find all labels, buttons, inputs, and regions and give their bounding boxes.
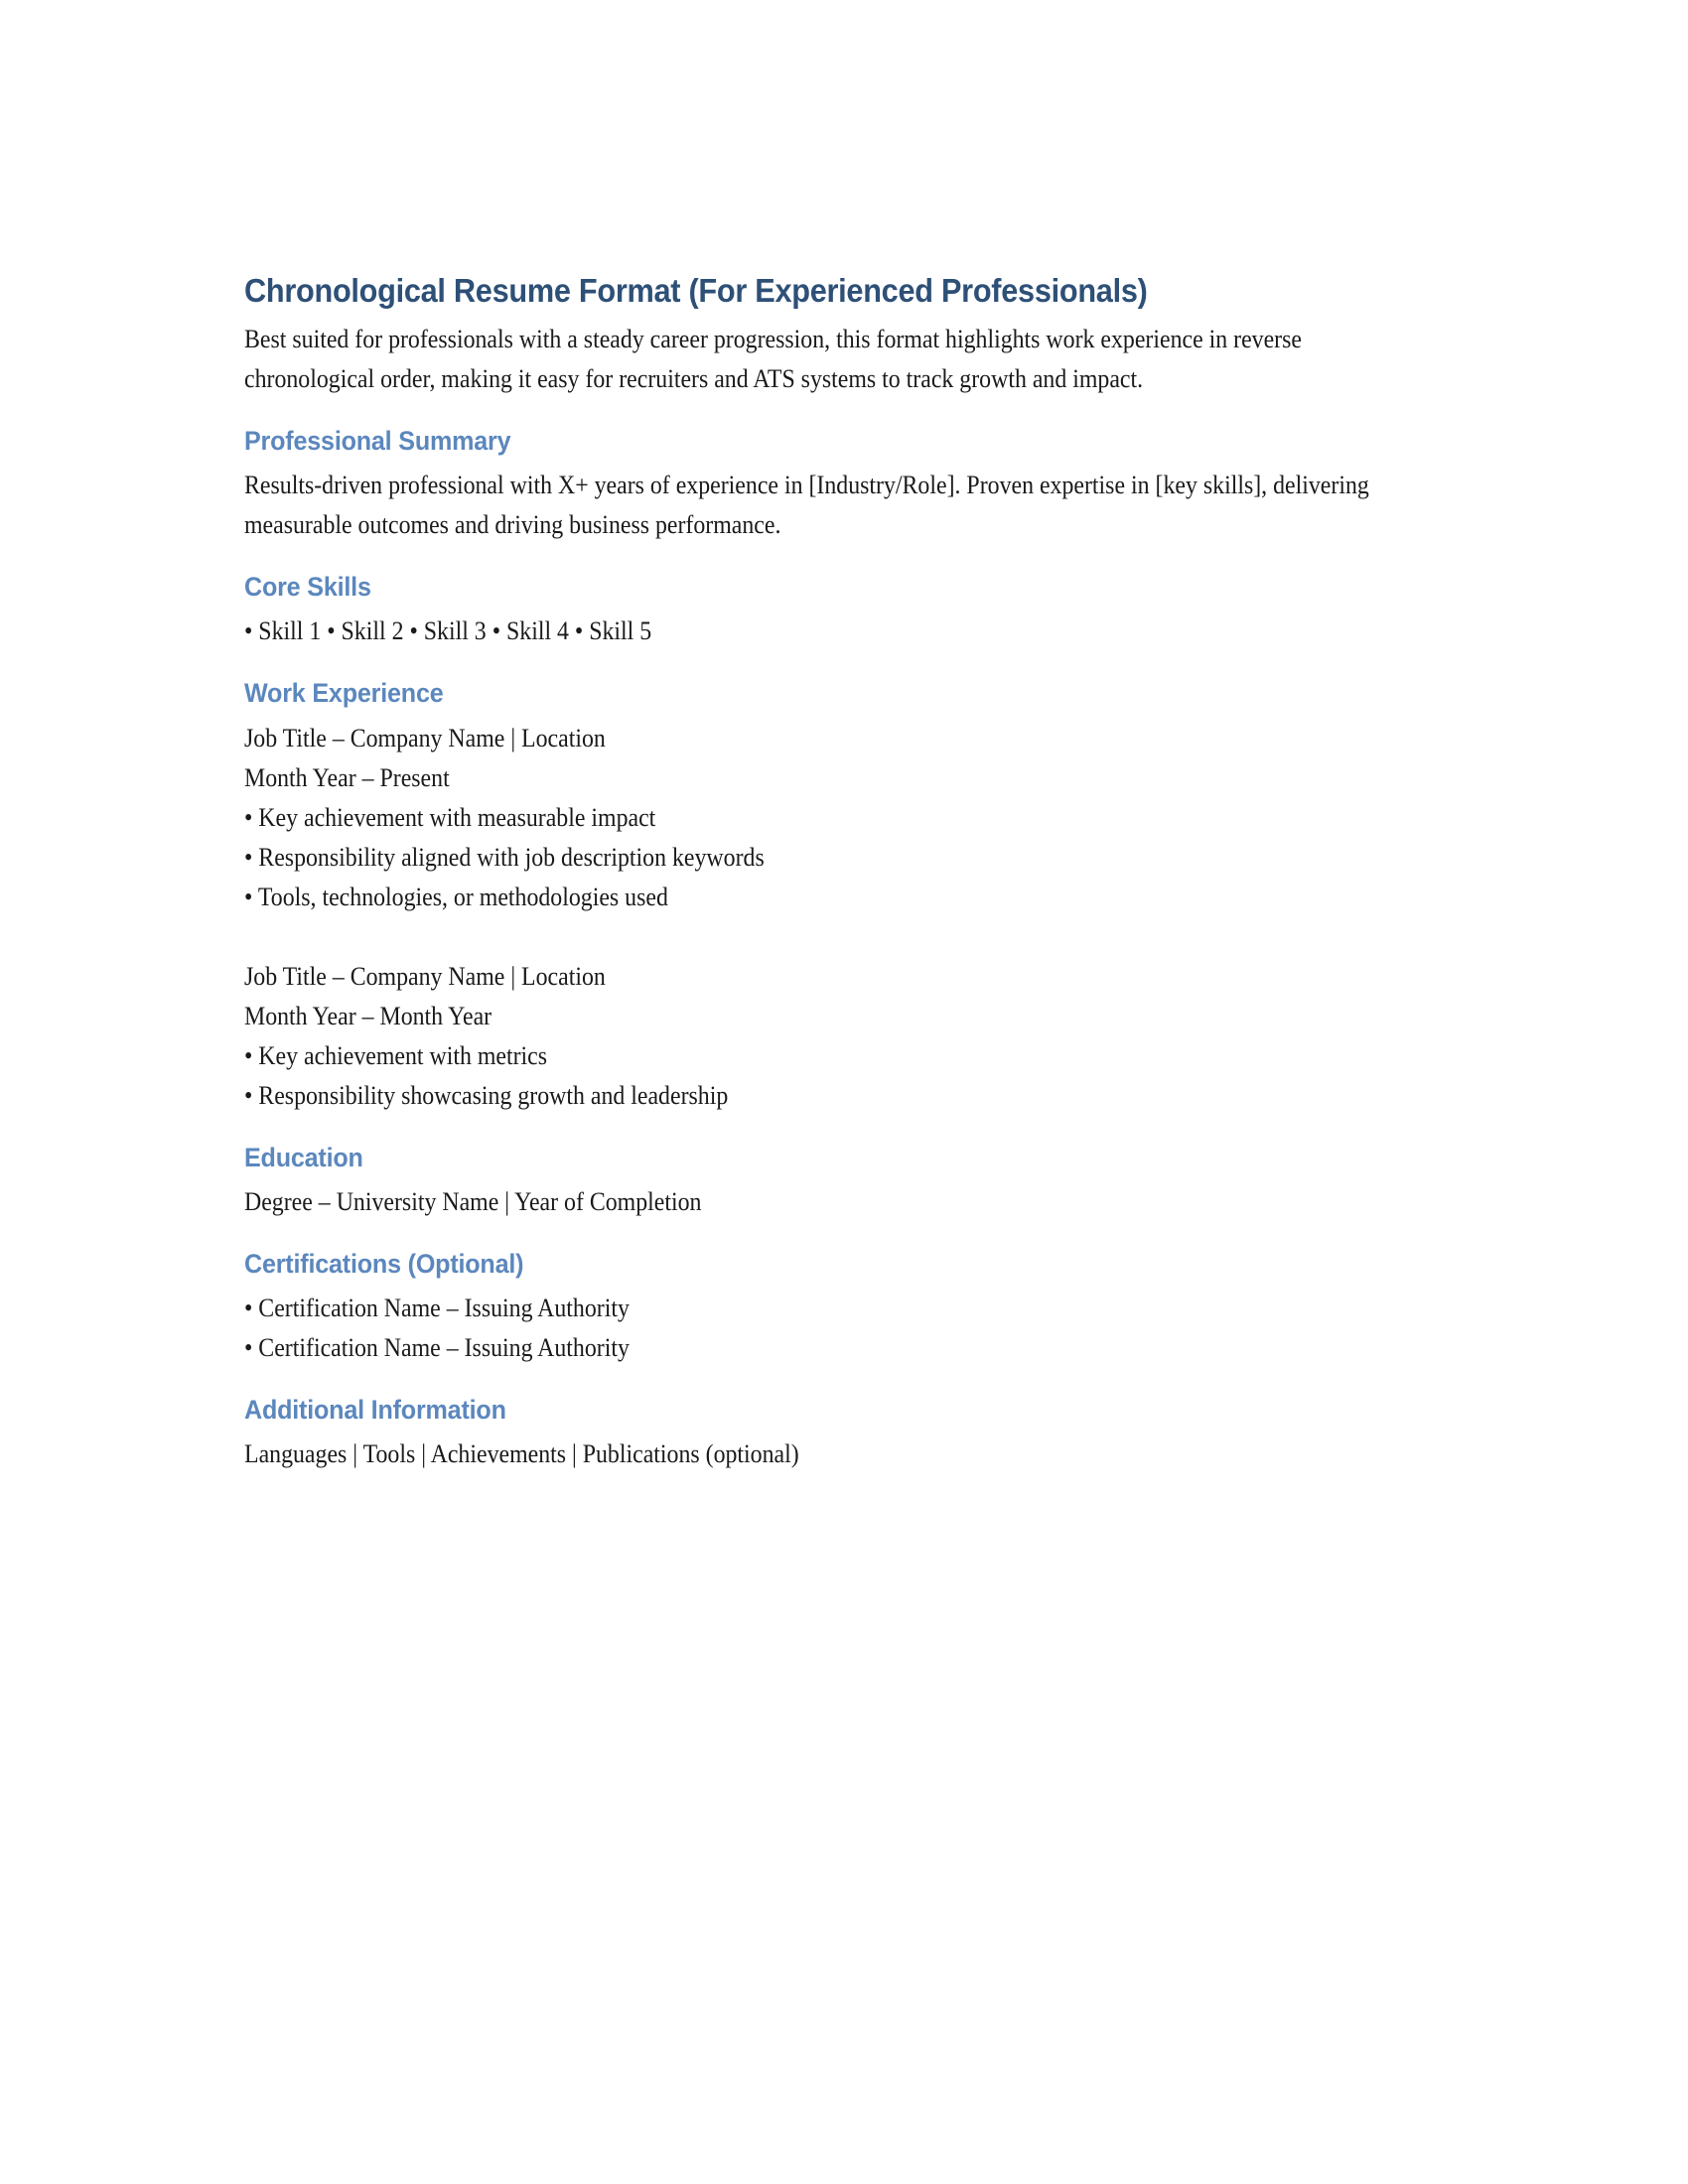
education-line: Degree – University Name | Year of Completion	[244, 1185, 702, 1216]
job-title-line: Job Title – Company Name | Location	[244, 722, 606, 752]
job-bullet: • Tools, technologies, or methodologies used	[244, 881, 668, 911]
spacer	[244, 650, 1436, 676]
job-bullet: • Responsibility aligned with job description keywords	[244, 841, 765, 872]
additional-information-line: Languages | Tools | Achievements | Publications (optional)	[244, 1437, 799, 1468]
work-experience-entry	[244, 718, 1436, 916]
document-content	[244, 270, 1436, 1473]
section-heading-core-skills: Core Skills	[244, 572, 371, 603]
spacer	[244, 1221, 1436, 1247]
core-skills-list: • Skill 1 • Skill 2 • Skill 3 • Skill 4 • Skill 5	[244, 615, 652, 646]
spacer	[244, 1115, 1436, 1141]
section-heading-additional-information: Additional Information	[244, 1394, 506, 1425]
spacer	[244, 544, 1436, 570]
job-bullet: • Key achievement with measurable impact	[244, 801, 656, 832]
section-heading-education: Education	[244, 1142, 363, 1172]
professional-summary-text: Results-driven professional with X+ years of experience in [Industry/Role]. Proven expertise in [key skills], delivering measurable outcomes and driving business performance.	[244, 470, 1369, 540]
spacer	[244, 916, 1436, 956]
section-heading-work-experience: Work Experience	[244, 678, 444, 709]
work-experience-entry	[244, 956, 1436, 1115]
spacer	[244, 398, 1436, 424]
page-title: Chronological Resume Format (For Experienced Professionals)	[244, 272, 1148, 309]
job-bullet: • Responsibility showcasing growth and leadership	[244, 1079, 729, 1110]
spacer	[244, 1367, 1436, 1393]
section-heading-certifications: Certifications (Optional)	[244, 1248, 524, 1279]
job-bullet: • Key achievement with metrics	[244, 1039, 548, 1070]
job-date-line: Month Year – Present	[244, 761, 450, 792]
intro-paragraph: Best suited for professionals with a steady career progression, this format highlights work experience in reverse chronological order, making it easy for recruiters and ATS systems to track growth and impact.	[244, 324, 1302, 394]
section-heading-professional-summary: Professional Summary	[244, 426, 511, 457]
certification-bullet: • Certification Name – Issuing Authority	[244, 1292, 630, 1322]
job-date-line: Month Year – Month Year	[244, 1000, 492, 1030]
job-title-line: Job Title – Company Name | Location	[244, 960, 606, 991]
certification-bullet: • Certification Name – Issuing Authority	[244, 1331, 630, 1362]
